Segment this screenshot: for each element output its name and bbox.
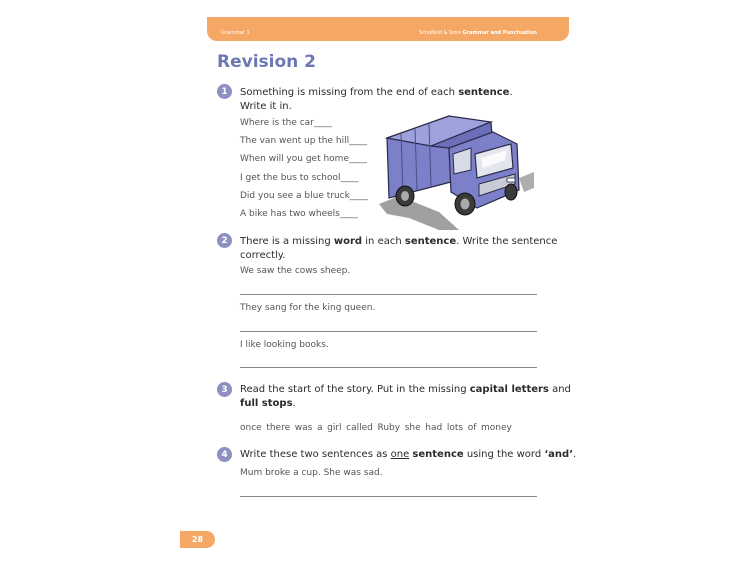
q1-item: I get the bus to school____ xyxy=(240,173,359,183)
q3-story-text xyxy=(240,423,512,433)
header-publisher: Schofield & Sims xyxy=(418,30,463,36)
question-4-prompt xyxy=(240,448,576,462)
question-3-number: 3 xyxy=(217,382,232,397)
q2-text-a: There is a missing xyxy=(240,236,334,247)
q2-item: We saw the cows sheep. xyxy=(240,266,351,276)
q4-text-a: Write these two sentences as xyxy=(240,449,391,460)
truck-shadow xyxy=(379,196,459,230)
story-word: once xyxy=(240,423,262,433)
answer-line[interactable] xyxy=(240,331,537,332)
truck-wheel-rear-hub xyxy=(401,191,409,201)
q3-keyword-stops: full stops xyxy=(240,398,293,409)
question-1-number: 1 xyxy=(217,84,232,99)
truck-wheel-front-right xyxy=(505,184,517,200)
q1-item: The van went up the hill____ xyxy=(240,136,368,146)
header-series-label xyxy=(419,30,537,36)
story-word: lots xyxy=(446,423,464,433)
q3-keyword-capitals: capital letters xyxy=(469,384,549,395)
q3-text-b: and xyxy=(548,384,571,395)
story-word: called xyxy=(346,423,373,433)
story-word: of xyxy=(467,423,477,433)
q4-keyword-one: one xyxy=(390,449,410,460)
q1-text-a: Something is missing from the end of each xyxy=(240,87,459,98)
q4-keyword-and: ‘and’ xyxy=(544,449,573,460)
truck-shadow-right xyxy=(519,172,534,192)
q1-keyword: sentence xyxy=(458,87,510,98)
q2-text-c: . Write the sentence xyxy=(456,236,558,247)
q2-text-b: in each xyxy=(362,236,405,247)
q2-item: They sang for the king queen. xyxy=(240,303,376,313)
question-2-prompt xyxy=(240,235,557,263)
q3-text-a: Read the start of the story. Put in the missing xyxy=(240,384,470,395)
q4-text-b: using the word xyxy=(463,449,545,460)
story-word: was xyxy=(294,423,313,433)
story-word: she xyxy=(404,423,421,433)
question-3-prompt xyxy=(240,383,571,411)
story-word: a xyxy=(316,423,323,433)
q4-keyword-sentence: sentence xyxy=(412,449,464,460)
q2-item: I like looking books. xyxy=(240,340,329,350)
page-title: Revision 2 xyxy=(217,52,317,72)
q3-line2-rest: . xyxy=(292,398,296,409)
header-bar xyxy=(207,17,569,41)
header-book-title: Grammar and Punctuation xyxy=(462,30,537,36)
q1-item: Where is the car____ xyxy=(240,118,332,128)
truck-wheel-front-hub xyxy=(461,199,470,210)
q4-item: Mum broke a cup. She was sad. xyxy=(240,468,383,478)
truck-headlight xyxy=(507,178,515,182)
q2-line2: correctly. xyxy=(240,250,286,261)
answer-line[interactable] xyxy=(240,496,537,497)
story-word: there xyxy=(266,423,291,433)
story-word: money xyxy=(481,423,512,433)
answer-line[interactable] xyxy=(240,294,537,295)
q1-line2: Write it in. xyxy=(240,101,292,112)
story-word: girl xyxy=(327,423,342,433)
q2-keyword-word: word xyxy=(333,236,363,247)
story-word: had xyxy=(425,423,443,433)
header-section-label: Grammar 1 xyxy=(221,30,250,36)
page-number: 28 xyxy=(180,531,215,548)
q1-item: When will you get home____ xyxy=(240,154,367,164)
question-2-number: 2 xyxy=(217,233,232,248)
answer-line[interactable] xyxy=(240,367,537,368)
story-word: Ruby xyxy=(377,423,401,433)
truck-illustration xyxy=(379,108,534,230)
q2-keyword-sentence: sentence xyxy=(404,236,457,247)
q1-text-b: . xyxy=(509,87,513,98)
q1-item: Did you see a blue truck____ xyxy=(240,191,368,201)
q4-text-c: . xyxy=(573,449,577,460)
question-4-number: 4 xyxy=(217,447,232,462)
q1-item: A bike has two wheels____ xyxy=(240,209,358,219)
